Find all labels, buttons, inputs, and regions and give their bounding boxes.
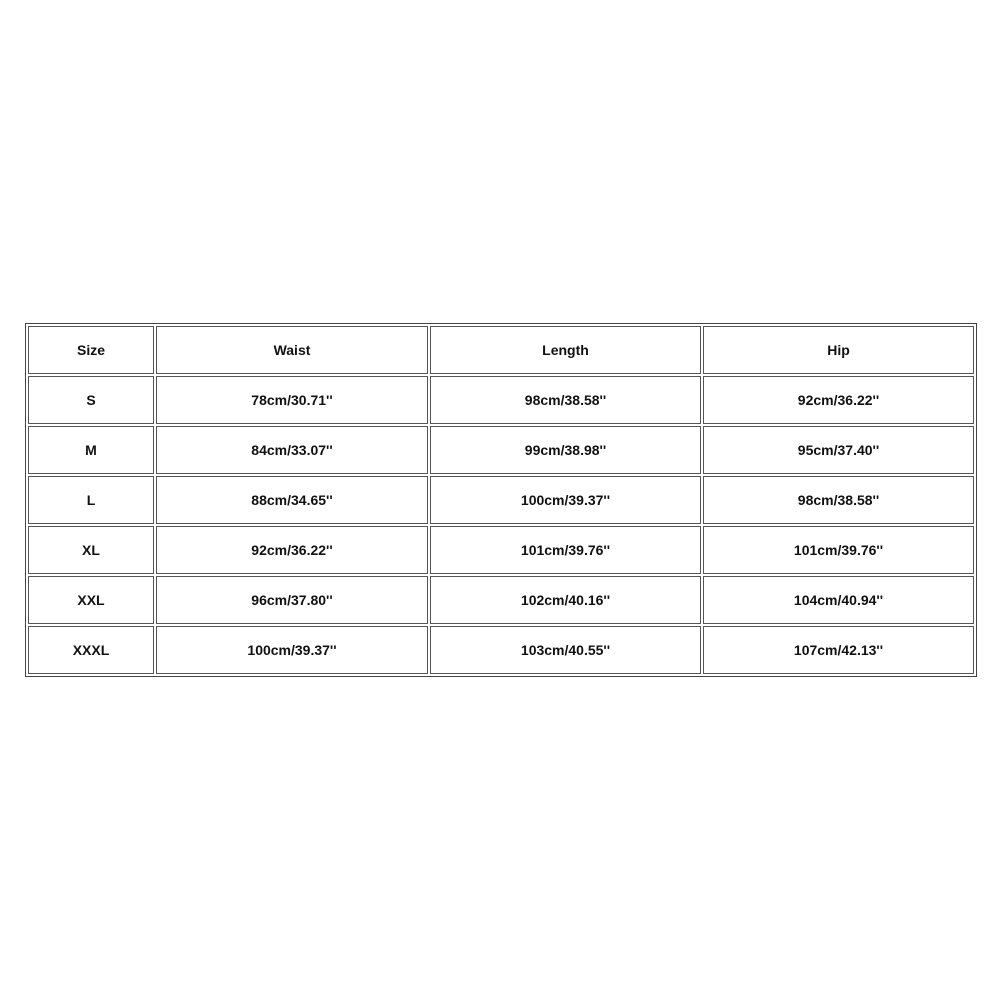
table-row xyxy=(28,626,974,674)
cell-length: 103cm/40.55'' xyxy=(430,626,701,674)
cell-size: XL xyxy=(28,526,154,574)
cell-length: 101cm/39.76'' xyxy=(430,526,701,574)
header-length: Length xyxy=(430,326,701,374)
header-hip: Hip xyxy=(703,326,974,374)
cell-waist: 92cm/36.22'' xyxy=(156,526,428,574)
header-waist: Waist xyxy=(156,326,428,374)
cell-waist: 84cm/33.07'' xyxy=(156,426,428,474)
table-header-row xyxy=(28,326,974,374)
cell-hip: 98cm/38.58'' xyxy=(703,476,974,524)
cell-size: M xyxy=(28,426,154,474)
cell-waist: 88cm/34.65'' xyxy=(156,476,428,524)
cell-size: S xyxy=(28,376,154,424)
cell-length: 100cm/39.37'' xyxy=(430,476,701,524)
header-size: Size xyxy=(28,326,154,374)
table-row xyxy=(28,526,974,574)
cell-waist: 78cm/30.71'' xyxy=(156,376,428,424)
table-row xyxy=(28,576,974,624)
cell-size: XXXL xyxy=(28,626,154,674)
cell-length: 99cm/38.98'' xyxy=(430,426,701,474)
cell-waist: 100cm/39.37'' xyxy=(156,626,428,674)
cell-length: 98cm/38.58'' xyxy=(430,376,701,424)
cell-hip: 95cm/37.40'' xyxy=(703,426,974,474)
table-row xyxy=(28,376,974,424)
cell-size: XXL xyxy=(28,576,154,624)
table-row xyxy=(28,476,974,524)
cell-hip: 107cm/42.13'' xyxy=(703,626,974,674)
cell-length: 102cm/40.16'' xyxy=(430,576,701,624)
cell-hip: 92cm/36.22'' xyxy=(703,376,974,424)
size-chart-table xyxy=(25,323,977,677)
cell-hip: 104cm/40.94'' xyxy=(703,576,974,624)
cell-hip: 101cm/39.76'' xyxy=(703,526,974,574)
table-row xyxy=(28,426,974,474)
cell-size: L xyxy=(28,476,154,524)
cell-waist: 96cm/37.80'' xyxy=(156,576,428,624)
